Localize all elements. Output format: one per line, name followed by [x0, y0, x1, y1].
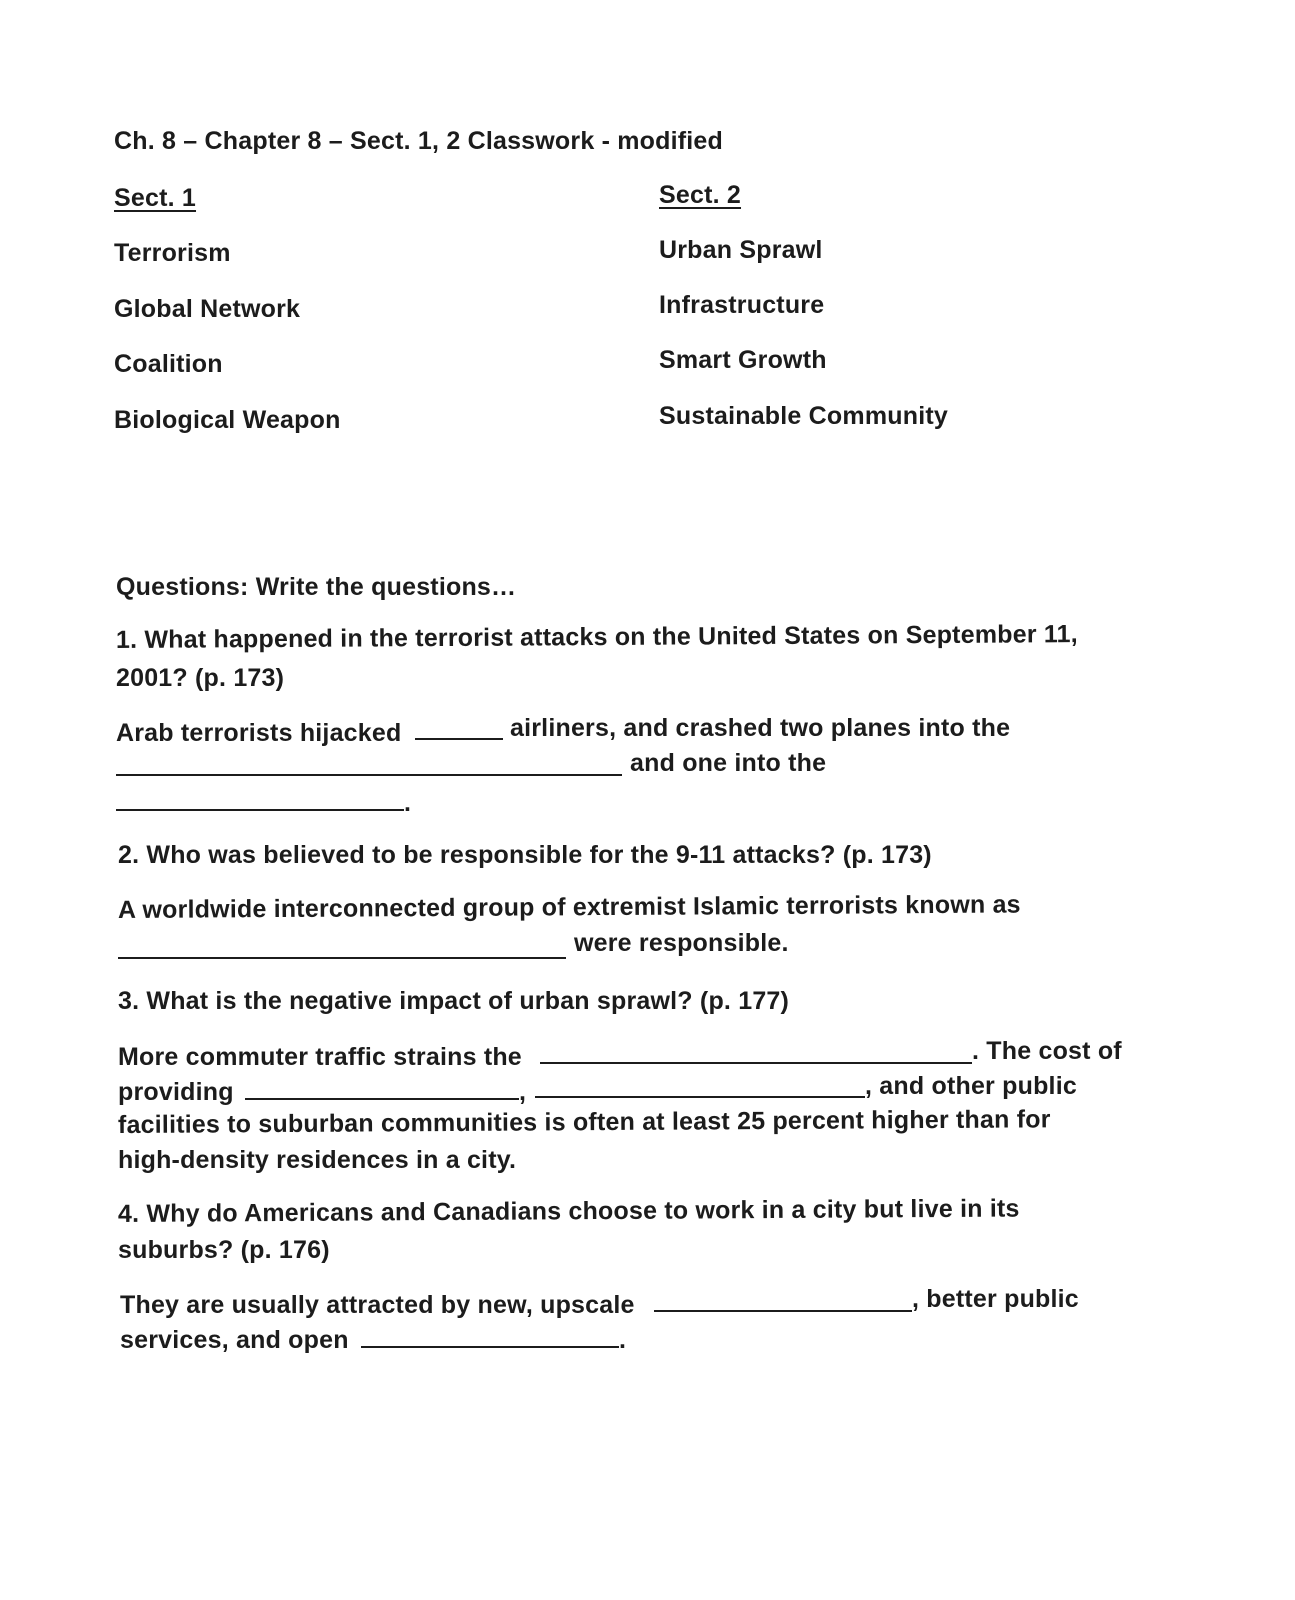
q3-blank-cost-1[interactable] — [245, 1076, 519, 1100]
q1-blank-count[interactable] — [415, 716, 503, 740]
q4-question-line1: 4. Why do Americans and Canadians choose to work in a city but live in its — [117, 1194, 1020, 1228]
q4-answer-text-b: , better public — [912, 1285, 1079, 1313]
q4-answer-text-c: services, and open — [120, 1326, 349, 1354]
q2-question: 2. Who was believed to be responsible for the 9-11 attacks? (p. 173) — [118, 841, 932, 869]
q3-blank-strains[interactable] — [540, 1040, 972, 1064]
q1-question-line2: 2001? (p. 173) — [116, 664, 285, 692]
q3-answer-text-f: high-density residences in a city. — [118, 1146, 517, 1174]
sect2-term: Smart Growth — [659, 346, 827, 374]
q1-blank-target-2[interactable] — [116, 787, 404, 811]
sect1-term: Coalition — [114, 350, 223, 378]
q3-question: 3. What is the negative impact of urban sprawl? (p. 177) — [118, 987, 790, 1015]
q4-answer-period: . — [619, 1326, 627, 1354]
sect2-term: Urban Sprawl — [659, 236, 823, 264]
q3-blank-cost-2[interactable] — [535, 1074, 865, 1098]
sect1-term: Biological Weapon — [114, 406, 341, 434]
q1-answer-text-b: airliners, and crashed two planes into the — [510, 714, 1011, 742]
sect1-term: Global Network — [114, 295, 301, 323]
q1-answer-text-a: Arab terrorists hijacked — [116, 719, 402, 747]
q1-question-line1: 1. What happened in the terrorist attacks on the United States on September 11, — [115, 620, 1078, 654]
sect1-heading: Sect. 1 — [114, 184, 197, 212]
q3-answer-text-c: providing — [118, 1078, 234, 1106]
sect2-heading: Sect. 2 — [659, 181, 742, 209]
q1-answer-text-c: and one into the — [630, 749, 827, 777]
sect1-term: Terrorism — [114, 239, 231, 267]
q4-blank-homes[interactable] — [654, 1288, 912, 1312]
q1-blank-target-1[interactable] — [116, 752, 622, 776]
q2-blank-group[interactable] — [118, 935, 566, 959]
q2-answer-text-b: were responsible. — [574, 929, 789, 957]
sect2-term: Infrastructure — [659, 291, 825, 319]
q3-answer-text-e: facilities to suburban communities is often at least 25 percent higher than for — [117, 1105, 1051, 1139]
q4-blank-space[interactable] — [361, 1324, 619, 1348]
questions-intro: Questions: Write the questions… — [116, 573, 517, 601]
q3-answer-text-d: , and other public — [865, 1072, 1077, 1100]
q3-answer-text-b: . The cost of — [972, 1037, 1122, 1065]
q1-answer-period: . — [404, 789, 412, 817]
sect2-term: Sustainable Community — [659, 402, 948, 430]
q4-question-line2: suburbs? (p. 176) — [118, 1236, 330, 1264]
q3-answer-text-a: More commuter traffic strains the — [118, 1043, 522, 1071]
q4-answer-text-a: They are usually attracted by new, upscale — [120, 1291, 635, 1319]
worksheet-title: Ch. 8 – Chapter 8 – Sect. 1, 2 Classwork - modified — [114, 127, 724, 155]
q2-answer-text-a: A worldwide interconnected group of extremist Islamic terrorists known as — [117, 890, 1021, 924]
q3-answer-comma: , — [519, 1078, 527, 1106]
